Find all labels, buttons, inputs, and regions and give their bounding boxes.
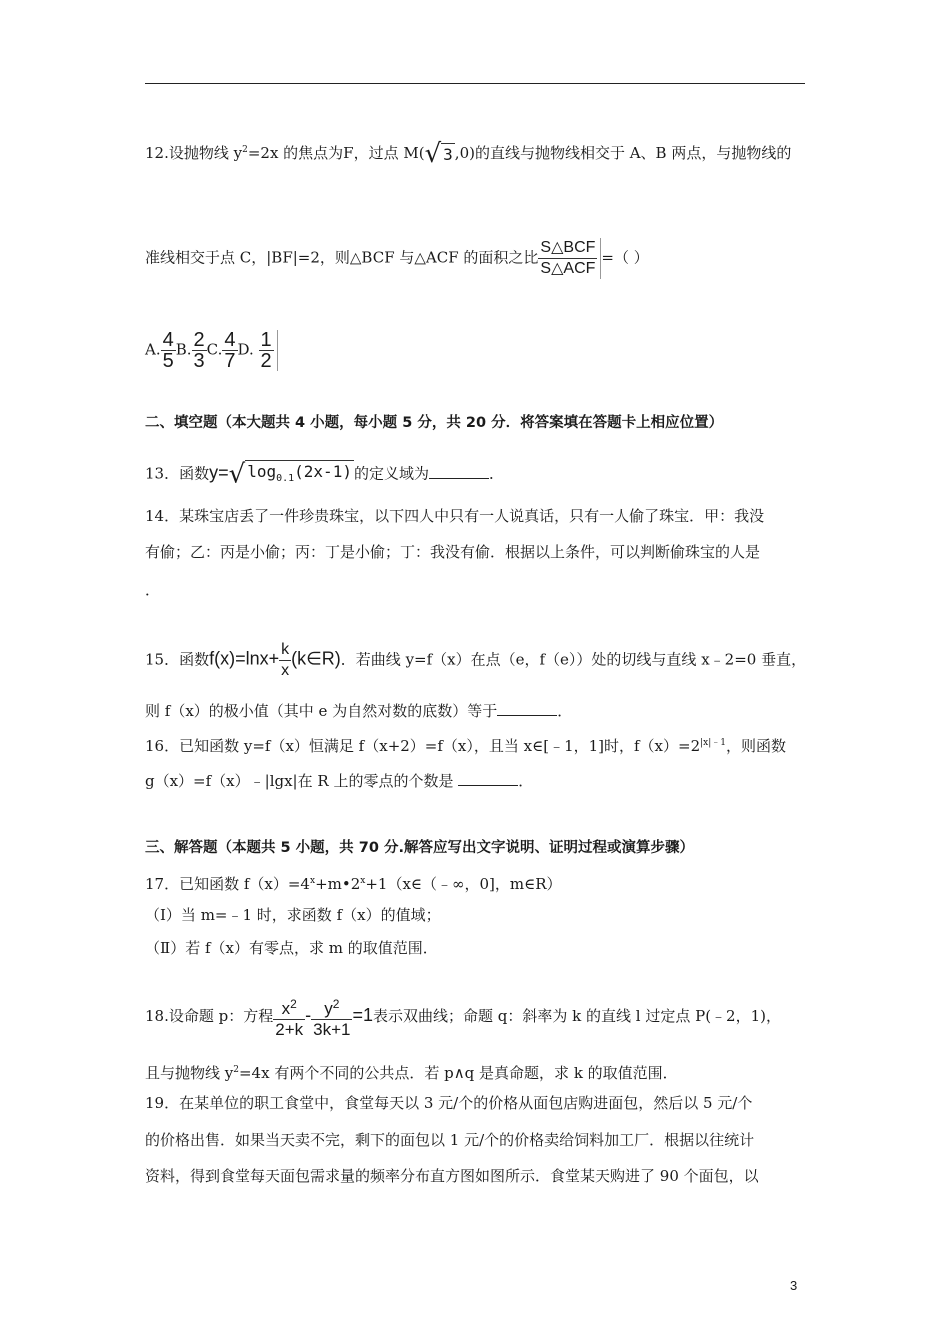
q12-line2: 准线相交于点 C，|BF|=2，则△BCF 与△ACF 的面积之比 $\frac{\text{S△BCF}}{\text{S△ACF}}$ =（ ） (145, 239, 649, 277)
q17-part2: （Ⅱ）若 f（x）有零点，求 m 的取值范围． (145, 939, 438, 957)
q16-answer-blank (458, 771, 518, 786)
area-ratio-fraction: $\frac{\text{S△BCF}}{\text{S△ACF}}$ (538, 238, 601, 279)
q14-line3: ． (145, 581, 161, 599)
q19-line2: 的价格出售．如果当天卖不完，剩下的面包以 1 元/个的价格卖给饲料加工厂．根据以往统计 (145, 1131, 755, 1149)
y2-fraction: $\frac{y^2}{3k+1}$ (311, 994, 352, 1040)
header-rule (145, 83, 805, 84)
q17-part1: （Ⅰ）当 m=﹣1 时，求函数 f（x）的值域； (145, 906, 441, 924)
q14-line1: 14．某珠宝店丢了一件珍贵珠宝，以下四人中只有一人说真话，只有一人偷了珠宝．甲：我没 (145, 507, 765, 525)
option-a-fraction: $\frac{4}{5}$ (162, 329, 174, 372)
q14-line2: 有偷；乙：丙是小偷；丙：丁是小偷；丁：我没有偷．根据以上条件，可以判断偷珠宝的人是 (145, 543, 761, 561)
q19-line3: 资料，得到食堂每天面包需求量的频率分布直方图如图所示．食堂某天购进了 90 个面包，以 (145, 1167, 759, 1185)
q15-line1: 15．函数f(x)=lnx+ $\frac{k}{x}$ (k∈R)．若曲线 y=f（x）在点（e，f（e））处的切线与直线 x﹣2=0 垂直， (145, 641, 807, 679)
q19-line1: 19．在某单位的职工食堂中，食堂每天以 3 元/个的价格从面包店购进面包，然后以 5 元/个 (145, 1094, 753, 1112)
page-number: 3 (790, 1278, 798, 1293)
q12-line1: 12.设抛物线 $y^2=2x$ 的焦点为F，过点 M(√ 3 ,0)的直线与抛物线相交于 A、B 两点，与抛物线的 (145, 139, 792, 169)
section3-heading: 三、解答题（本题共 5 小题，共 70 分.解答应写出文字说明、证明过程或演算步骤） (145, 840, 694, 856)
option-c-fraction: $\frac{4}{7}$ (224, 329, 236, 372)
k-over-x-fraction: $\frac{k}{x}$ (281, 641, 290, 679)
q18-line1: 18.设命题 p：方程 $\frac{x^2}{2+k}$ - $\frac{y^2}{3k+1}$ =1表示双曲线；命题 q：斜率为 k 的直线 l 过定点 P(﹣2，1)， (145, 994, 781, 1040)
sqrt-log: √ $\log_{0.1}(2x-1)$ (228, 459, 352, 490)
q16-line1: 16．已知函数 y=f（x）恒满足 f（x+2）=f（x），且当 x∈[﹣1，1]时，$f(x)=2^{|x|﹣1}$，则函数 (145, 737, 787, 755)
option-b-fraction: $\frac{2}{3}$ (193, 329, 205, 372)
q12-options: A. $\frac{4}{5}$ B. $\frac{2}{3}$ C. $\frac{4}{7}$ D. $\frac{1}{2}$ (145, 330, 278, 371)
q13: 13．函数y=√ $\log_{0.1}(2x-1)$ 的定义域为 ． (145, 459, 504, 490)
q15-line2: 则 f（x）的极小值（其中 e 为自然对数的底数）等于 ． (145, 702, 573, 720)
q16-line2: g（x）=f（x）﹣|lgx|在 R 上的零点的个数是 ． (145, 772, 534, 790)
q18-line2: 且与抛物线 $y^2=4x$ 有两个不同的公共点．若 p∧q 是真命题，求 k 的取值范围． (145, 1064, 678, 1082)
q15-answer-blank (497, 701, 557, 716)
sqrt-3: √ 3 (424, 139, 453, 169)
section2-heading: 二、填空题（本大题共 4 小题，每小题 5 分，共 20 分．将答案填在答题卡上相应位置） (145, 415, 724, 431)
x2-fraction: $\frac{x^2}{2+k}$ (273, 994, 305, 1040)
q17-line1: 17．已知函数 $f(x)=4^x+m•2^x+1(x\in(﹣\infty$，0]，m∈R） (145, 875, 562, 893)
option-d-fraction: $\frac{1}{2}$ (259, 330, 278, 371)
q13-answer-blank (429, 464, 489, 479)
